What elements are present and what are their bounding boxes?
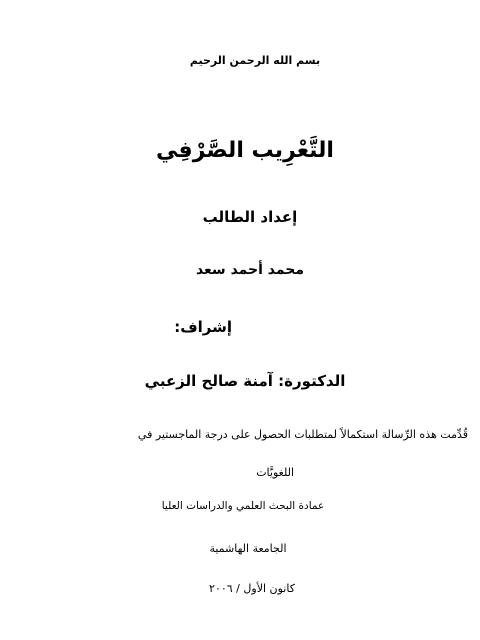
student-name: محمد أحمد سعد <box>195 262 305 278</box>
university-name: الجامعة الهاشمية <box>209 542 287 555</box>
basmala: بسم الله الرحمن الرحيم <box>189 54 321 67</box>
prepared-by-label: إعداد الطالب <box>202 208 298 226</box>
supervision-label: إشراف: <box>174 318 232 336</box>
submission-statement: قُدِّمت هذه الرِّسالة استكمالاً لمتطلبات الحصول على درجة الماجستير في <box>137 428 468 441</box>
degree-field: اللغويَّات <box>256 466 294 479</box>
thesis-title: التَّعْرِيب الصَّرْفِي <box>156 138 334 163</box>
supervisor-name: الدكتورة: آمنة صالح الزعبي <box>144 372 346 390</box>
submission-date: كانون الأول / ٢٠٠٦ <box>209 582 295 595</box>
deanship-name: عمادة البحث العلمي والدراسات العليا <box>161 500 325 512</box>
